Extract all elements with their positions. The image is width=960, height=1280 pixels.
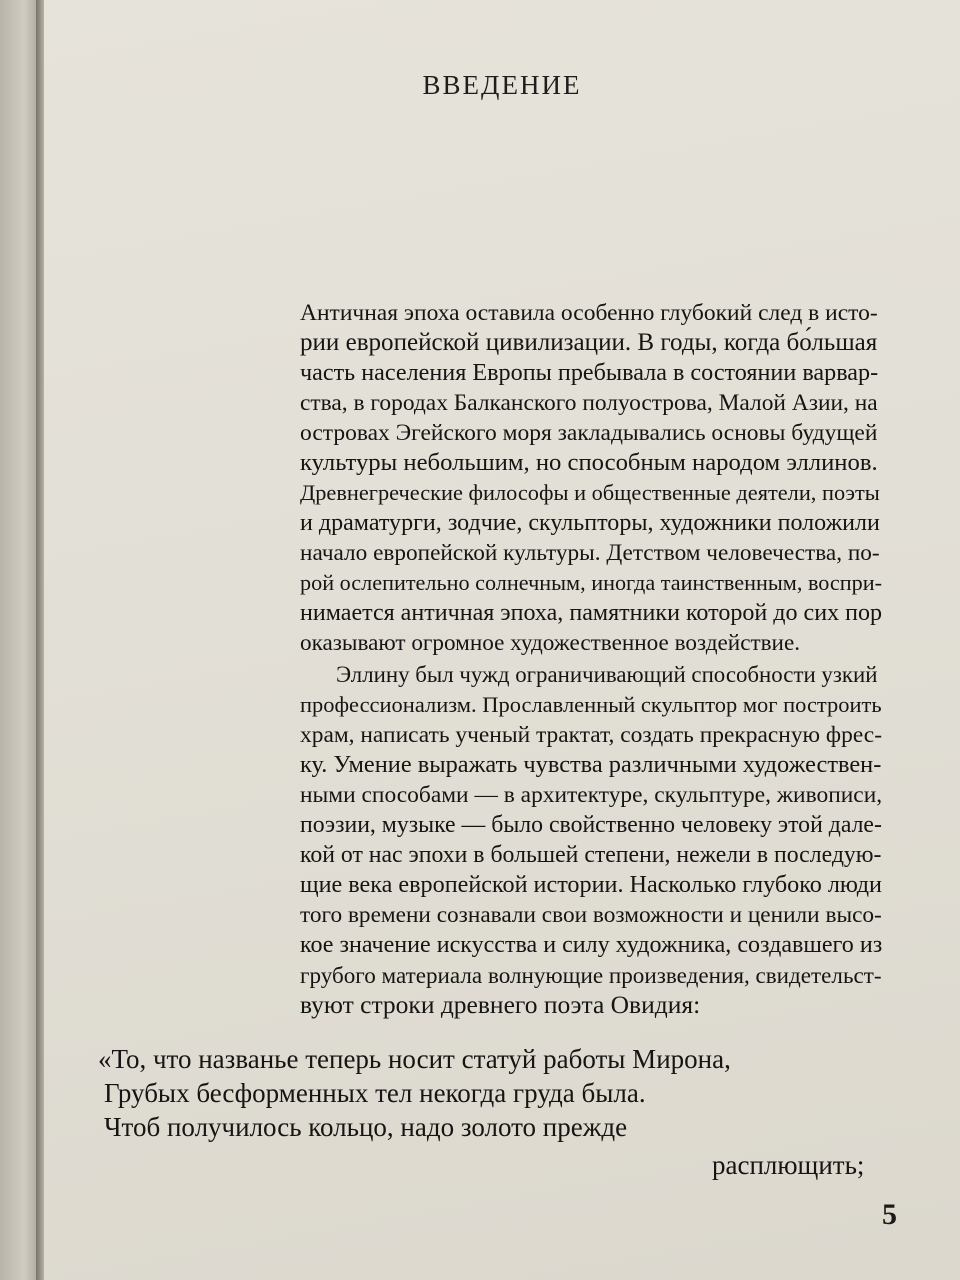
poem-line: «То, что названье теперь носит статуй работы Мирона, <box>98 1044 731 1074</box>
text-line: храм, написать ученый трактат, создать прекрасную фрес- <box>300 722 883 748</box>
text-line: рой ослепительно солнечным, иногда таинственным, воспри- <box>300 570 883 595</box>
book-gutter <box>36 0 44 1280</box>
text-line: грубого материала волнующие произведения, свидетельст- <box>300 962 882 988</box>
text-line: того времени сознавали свои возможности и ценили высо- <box>300 902 882 928</box>
text-line: кой от нас эпохи в большей степени, нежели в последую- <box>300 842 882 868</box>
text-line: поэзии, музыке — было свойственно человеку этой дале- <box>300 812 882 838</box>
text-line: часть населения Европы пребывала в состоянии варвар- <box>300 359 879 386</box>
text-line: островах Эгейского моря закладывались основы будущей <box>300 420 878 446</box>
text-line: ными способами — в архитектуре, скульптуре, живописи, <box>300 782 883 808</box>
poem-line: расплющить; <box>712 1150 865 1180</box>
text-line: Эллину был чужд ограничивающий способности узкий <box>336 662 878 687</box>
poem-line: Грубых бесформенных тел некогда груда была. <box>104 1078 646 1108</box>
chapter-title: ВВЕДЕНИЕ <box>422 70 582 100</box>
text-line: профессионализм. Прославленный скульптор мог построить <box>300 692 882 717</box>
text-line: нимается античная эпоха, памятники которой до сих пор <box>300 600 883 626</box>
text-line: Древнегреческие философы и общественные деятели, поэты <box>300 480 880 505</box>
page-number: 5 <box>882 1198 897 1231</box>
poem-line: Чтоб получилось кольцо, надо золото прежде <box>104 1112 628 1142</box>
text-line: вуют строки древнего поэта Овидия: <box>300 990 701 1019</box>
text-line: начало европейской культуры. Детством человечества, по- <box>300 540 880 566</box>
text-line: щие века европейской истории. Насколько глубоко люди <box>300 871 882 898</box>
text-line: и драматурги, зодчие, скульпторы, художники положили <box>300 510 880 536</box>
facing-page-edge <box>0 0 40 1280</box>
text-line: культуры небольшим, но способным народом эллинов. <box>300 449 878 476</box>
text-line: рии европейской цивилизации. В годы, когда бо́льшая <box>300 329 878 356</box>
text-line: ку. Умение выражать чувства различными художествен- <box>300 751 882 778</box>
book-page <box>44 0 960 1280</box>
text-line: оказывают огромное художественное воздействие. <box>300 630 801 656</box>
text-line: ства, в городах Балканского полуострова, Малой Азии, на <box>300 390 878 416</box>
text-line: Античная эпоха оставила особенно глубокий след в исто- <box>300 300 878 326</box>
text-line: кое значение искусства и силу художника, создавшего из <box>300 932 883 958</box>
